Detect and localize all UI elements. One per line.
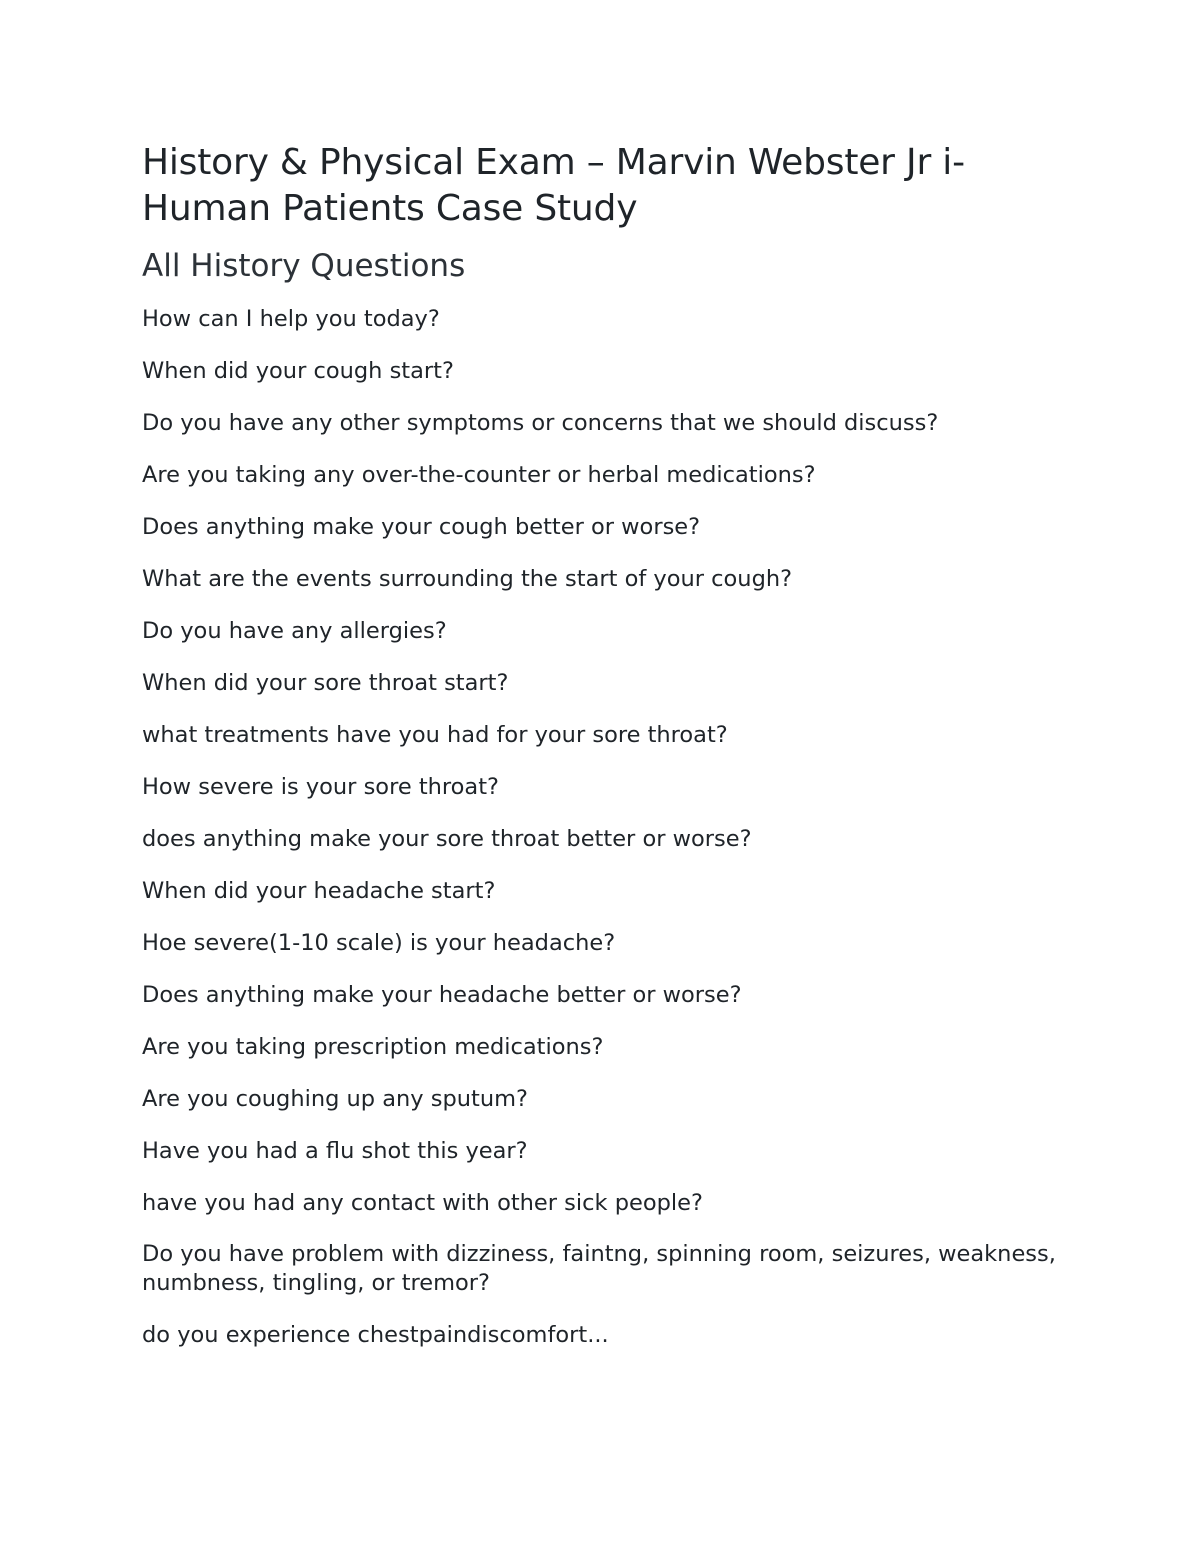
history-question: Does anything make your cough better or worse? [142,514,701,540]
history-question: Have you had a flu shot this year? [142,1138,528,1164]
history-question: How severe is your sore throat? [142,774,499,800]
history-question: Do you have problem with dizziness, faintng, spinning room, seizures, weakness, numbness, tingling, or tremor? [142,1241,1056,1296]
history-question: have you had any contact with other sick people? [142,1190,703,1216]
history-question: How can I help you today? [142,306,440,332]
history-question: Are you coughing up any sputum? [142,1086,528,1112]
history-question: What are the events surrounding the start of your cough? [142,566,793,592]
history-question-list [142,304,1072,1350]
history-question: Does anything make your headache better or worse? [142,982,742,1008]
history-question: Hoe severe(1-10 scale) is your headache? [142,930,616,956]
document-title: History & Physical Exam – Marvin Webster Jr i-Human Patients Case Study [142,142,965,229]
history-question: When did your headache start? [142,878,496,904]
history-question: Do you have any allergies? [142,618,447,644]
history-question: When did your sore throat start? [142,670,509,696]
history-question: Are you taking prescription medications? [142,1034,604,1060]
document-content [142,140,1072,1372]
history-question: When did your cough start? [142,358,454,384]
history-question: what treatments have you had for your sore throat? [142,722,728,748]
history-question: Do you have any other symptoms or concerns that we should discuss? [142,410,939,436]
history-question: do you experience chestpaindiscomfort... [142,1322,609,1348]
history-question: does anything make your sore throat better or worse? [142,826,752,852]
section-heading: All History Questions [142,248,466,284]
history-question: Are you taking any over-the-counter or herbal medications? [142,462,816,488]
